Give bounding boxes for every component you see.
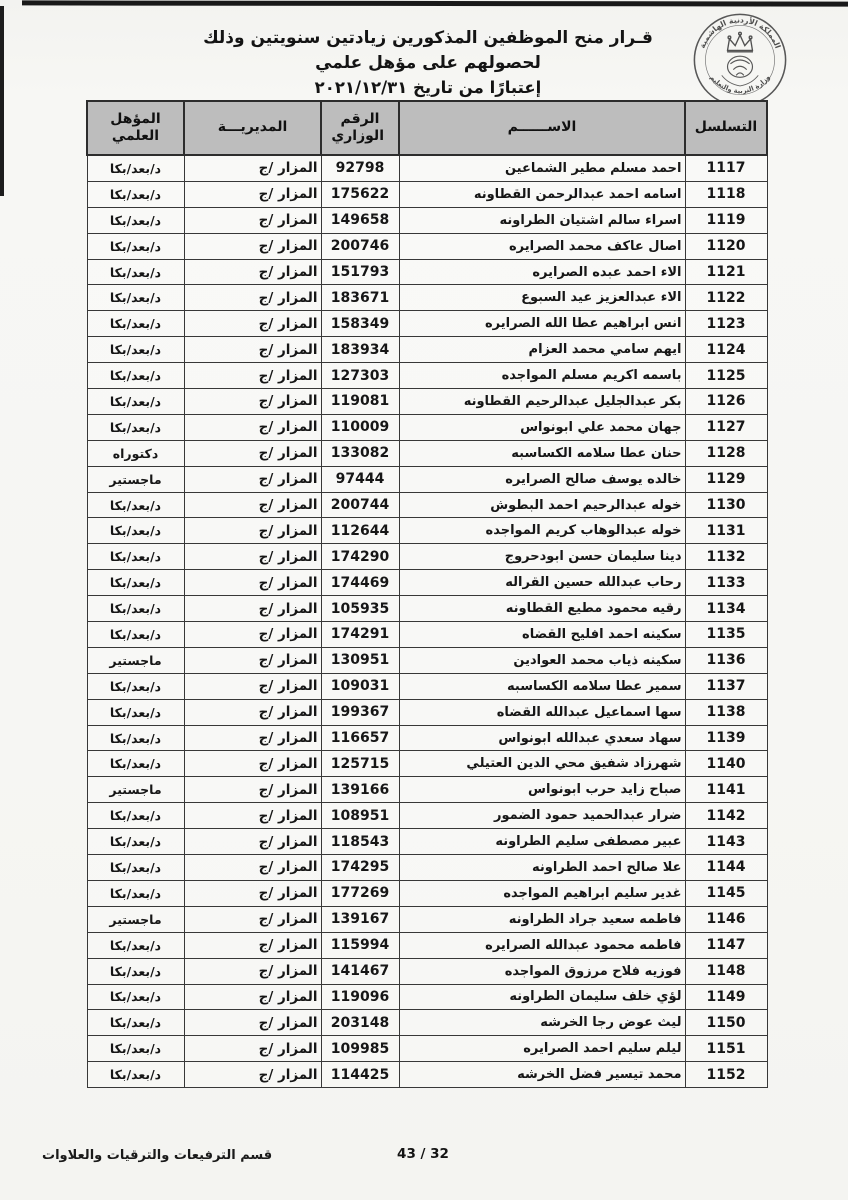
- directorate-cell: المزار /ج: [184, 285, 321, 311]
- name-cell: ضرار عبدالحميد حمود الضمور: [399, 803, 685, 829]
- table-header-row: [87, 101, 767, 155]
- serial-cell: 1134: [685, 596, 767, 622]
- table-row: [87, 518, 767, 544]
- ministry-number-cell: 109031: [321, 673, 399, 699]
- qualification-cell: د/بعد/بكا: [87, 285, 184, 311]
- qualification-cell: د/بعد/بكا: [87, 725, 184, 751]
- name-cell: سها اسماعيل عبدالله القضاه: [399, 699, 685, 725]
- header-qualification: المؤهل العلمي: [87, 101, 184, 155]
- directorate-cell: المزار /ج: [184, 855, 321, 881]
- decision-title: [168, 26, 688, 97]
- serial-cell: 1139: [685, 725, 767, 751]
- directorate-cell: المزار /ج: [184, 958, 321, 984]
- name-cell: رقيه محمود مطيع القطاونه: [399, 596, 685, 622]
- ministry-number-cell: 200744: [321, 492, 399, 518]
- name-cell: غدير سليم ابراهيم المواجده: [399, 880, 685, 906]
- directorate-cell: المزار /ج: [184, 906, 321, 932]
- qualification-cell: د/بعد/بكا: [87, 363, 184, 389]
- qualification-cell: د/بعد/بكا: [87, 1062, 184, 1088]
- table-row: [87, 699, 767, 725]
- name-cell: لؤي خلف سليمان الطراونه: [399, 984, 685, 1010]
- name-cell: فوزيه فلاح مرزوق المواجده: [399, 958, 685, 984]
- qualification-cell: د/بعد/بكا: [87, 958, 184, 984]
- table-row: [87, 803, 767, 829]
- directorate-cell: المزار /ج: [184, 414, 321, 440]
- header-directorate: المديريـــة: [184, 101, 321, 155]
- table-row: [87, 880, 767, 906]
- table-row: [87, 1062, 767, 1088]
- table-row: [87, 725, 767, 751]
- directorate-cell: المزار /ج: [184, 725, 321, 751]
- directorate-cell: المزار /ج: [184, 673, 321, 699]
- qualification-cell: د/بعد/بكا: [87, 414, 184, 440]
- name-cell: سمير عطا سلامه الكساسبه: [399, 673, 685, 699]
- table-row: [87, 363, 767, 389]
- emblem-ring-text-bottom: وزارة التربية والتعليم: [708, 73, 772, 95]
- scan-edge-left: [0, 6, 4, 196]
- directorate-cell: المزار /ج: [184, 466, 321, 492]
- directorate-cell: المزار /ج: [184, 544, 321, 570]
- ministry-number-cell: 97444: [321, 466, 399, 492]
- name-cell: محمد تيسير فضل الخرشه: [399, 1062, 685, 1088]
- table-row: [87, 233, 767, 259]
- crown-icon: [727, 32, 753, 52]
- serial-cell: 1128: [685, 440, 767, 466]
- qualification-cell: د/بعد/بكا: [87, 492, 184, 518]
- table-row: [87, 932, 767, 958]
- name-cell: اسامه احمد عبدالرحمن القطاونه: [399, 181, 685, 207]
- directorate-cell: المزار /ج: [184, 1010, 321, 1036]
- qualification-cell: د/بعد/بكا: [87, 259, 184, 285]
- qualification-cell: ماجستير: [87, 466, 184, 492]
- qualification-cell: د/بعد/بكا: [87, 389, 184, 415]
- serial-cell: 1129: [685, 466, 767, 492]
- qualification-cell: دكتوراه: [87, 440, 184, 466]
- directorate-cell: المزار /ج: [184, 751, 321, 777]
- ministry-number-cell: 200746: [321, 233, 399, 259]
- scan-edge-top: [22, 0, 848, 6]
- serial-cell: 1126: [685, 389, 767, 415]
- serial-cell: 1148: [685, 958, 767, 984]
- serial-cell: 1138: [685, 699, 767, 725]
- qualification-cell: د/بعد/بكا: [87, 1010, 184, 1036]
- ministry-emblem-seal: [692, 12, 788, 108]
- directorate-cell: المزار /ج: [184, 440, 321, 466]
- ministry-number-cell: 141467: [321, 958, 399, 984]
- serial-cell: 1141: [685, 777, 767, 803]
- ministry-number-cell: 125715: [321, 751, 399, 777]
- name-cell: دينا سليمان حسن ابودحروج: [399, 544, 685, 570]
- table-row: [87, 829, 767, 855]
- name-cell: انس ابراهيم عطا الله الصرايره: [399, 311, 685, 337]
- ministry-number-cell: 110009: [321, 414, 399, 440]
- serial-cell: 1122: [685, 285, 767, 311]
- name-cell: سهاد سعدي عبدالله ابونواس: [399, 725, 685, 751]
- ministry-number-cell: 118543: [321, 829, 399, 855]
- table-row: [87, 440, 767, 466]
- directorate-cell: المزار /ج: [184, 181, 321, 207]
- table-row: [87, 1036, 767, 1062]
- serial-cell: 1146: [685, 906, 767, 932]
- table-row: [87, 777, 767, 803]
- name-cell: الاء عبدالعزيز عيد السبوع: [399, 285, 685, 311]
- name-cell: جهان محمد علي ابونواس: [399, 414, 685, 440]
- name-cell: سكينه احمد افليح القضاه: [399, 622, 685, 648]
- name-cell: شهرزاد شفيق محي الدين العتيلي: [399, 751, 685, 777]
- table-row: [87, 285, 767, 311]
- ministry-number-cell: 109985: [321, 1036, 399, 1062]
- ministry-number-cell: 149658: [321, 207, 399, 233]
- table-row: [87, 570, 767, 596]
- table-row: [87, 414, 767, 440]
- name-cell: بكر عبدالجليل عبدالرحيم القطاونه: [399, 389, 685, 415]
- name-cell: سكينه ذياب محمد العوادين: [399, 647, 685, 673]
- table-row: [87, 337, 767, 363]
- name-cell: احمد مسلم مطير الشماعين: [399, 155, 685, 181]
- ministry-number-cell: 203148: [321, 1010, 399, 1036]
- serial-cell: 1124: [685, 337, 767, 363]
- directorate-cell: المزار /ج: [184, 1062, 321, 1088]
- qualification-cell: د/بعد/بكا: [87, 932, 184, 958]
- directorate-cell: المزار /ج: [184, 389, 321, 415]
- ministry-number-cell: 158349: [321, 311, 399, 337]
- serial-cell: 1137: [685, 673, 767, 699]
- name-cell: علا صالح احمد الطراونه: [399, 855, 685, 881]
- serial-cell: 1121: [685, 259, 767, 285]
- table-row: [87, 389, 767, 415]
- qualification-cell: د/بعد/بكا: [87, 673, 184, 699]
- table-row: [87, 181, 767, 207]
- directorate-cell: المزار /ج: [184, 699, 321, 725]
- table-row: [87, 596, 767, 622]
- name-cell: اسراء سالم اشتيان الطراونه: [399, 207, 685, 233]
- name-cell: ايهم سامي محمد العزام: [399, 337, 685, 363]
- name-cell: فاطمه سعيد جراد الطراونه: [399, 906, 685, 932]
- table-row: [87, 647, 767, 673]
- directorate-cell: المزار /ج: [184, 829, 321, 855]
- table-row: [87, 751, 767, 777]
- ministry-number-cell: 105935: [321, 596, 399, 622]
- qualification-cell: ماجستير: [87, 647, 184, 673]
- ministry-number-cell: 175622: [321, 181, 399, 207]
- qualification-cell: د/بعد/بكا: [87, 207, 184, 233]
- serial-cell: 1119: [685, 207, 767, 233]
- ministry-number-cell: 174469: [321, 570, 399, 596]
- ministry-number-cell: 115994: [321, 932, 399, 958]
- header-serial: التسلسل: [685, 101, 767, 155]
- serial-cell: 1149: [685, 984, 767, 1010]
- name-cell: اصال عاكف محمد الصرايره: [399, 233, 685, 259]
- directorate-cell: المزار /ج: [184, 259, 321, 285]
- ministry-number-cell: 116657: [321, 725, 399, 751]
- serial-cell: 1140: [685, 751, 767, 777]
- directorate-cell: المزار /ج: [184, 984, 321, 1010]
- emblem-ring-text-top: المملكة الأردنية الهاشمية: [697, 15, 783, 50]
- directorate-cell: المزار /ج: [184, 337, 321, 363]
- serial-cell: 1120: [685, 233, 767, 259]
- ministry-number-cell: 174290: [321, 544, 399, 570]
- table-row: [87, 622, 767, 648]
- table-body: [87, 155, 767, 1088]
- table-row: [87, 958, 767, 984]
- directorate-cell: المزار /ج: [184, 570, 321, 596]
- header-ministry-number: الرقم الوزاري: [321, 101, 399, 155]
- qualification-cell: د/بعد/بكا: [87, 181, 184, 207]
- serial-cell: 1117: [685, 155, 767, 181]
- serial-cell: 1130: [685, 492, 767, 518]
- serial-cell: 1151: [685, 1036, 767, 1062]
- ministry-number-cell: 92798: [321, 155, 399, 181]
- table-row: [87, 311, 767, 337]
- serial-cell: 1133: [685, 570, 767, 596]
- serial-cell: 1147: [685, 932, 767, 958]
- serial-cell: 1127: [685, 414, 767, 440]
- ministry-number-cell: 119081: [321, 389, 399, 415]
- qualification-cell: د/بعد/بكا: [87, 596, 184, 622]
- qualification-cell: د/بعد/بكا: [87, 622, 184, 648]
- directorate-cell: المزار /ج: [184, 207, 321, 233]
- ministry-number-cell: 199367: [321, 699, 399, 725]
- directorate-cell: المزار /ج: [184, 311, 321, 337]
- serial-cell: 1131: [685, 518, 767, 544]
- serial-cell: 1125: [685, 363, 767, 389]
- ministry-number-cell: 183934: [321, 337, 399, 363]
- table-row: [87, 1010, 767, 1036]
- serial-cell: 1152: [685, 1062, 767, 1088]
- qualification-cell: د/بعد/بكا: [87, 803, 184, 829]
- directorate-cell: المزار /ج: [184, 233, 321, 259]
- serial-cell: 1143: [685, 829, 767, 855]
- qualification-cell: د/بعد/بكا: [87, 544, 184, 570]
- name-cell: خالده يوسف صالح الصرايره: [399, 466, 685, 492]
- qualification-cell: د/بعد/بكا: [87, 880, 184, 906]
- name-cell: حنان عطا سلامه الكساسبه: [399, 440, 685, 466]
- ministry-number-cell: 139167: [321, 906, 399, 932]
- ministry-number-cell: 174291: [321, 622, 399, 648]
- ministry-number-cell: 139166: [321, 777, 399, 803]
- header-name: الاســــــم: [399, 101, 685, 155]
- name-cell: ليلم سليم احمد الصرايره: [399, 1036, 685, 1062]
- directorate-cell: المزار /ج: [184, 880, 321, 906]
- ministry-number-cell: 108951: [321, 803, 399, 829]
- name-cell: صباح زايد حرب ابونواس: [399, 777, 685, 803]
- name-cell: فاطمه محمود عبدالله الصرايره: [399, 932, 685, 958]
- table-row: [87, 906, 767, 932]
- ministry-number-cell: 127303: [321, 363, 399, 389]
- qualification-cell: د/بعد/بكا: [87, 1036, 184, 1062]
- table-row: [87, 259, 767, 285]
- qualification-cell: د/بعد/بكا: [87, 311, 184, 337]
- directorate-cell: المزار /ج: [184, 492, 321, 518]
- ministry-number-cell: 119096: [321, 984, 399, 1010]
- serial-cell: 1144: [685, 855, 767, 881]
- directorate-cell: المزار /ج: [184, 155, 321, 181]
- qualification-cell: د/بعد/بكا: [87, 855, 184, 881]
- qualification-cell: د/بعد/بكا: [87, 984, 184, 1010]
- ministry-number-cell: 112644: [321, 518, 399, 544]
- table-row: [87, 466, 767, 492]
- table-header: [87, 101, 767, 155]
- serial-cell: 1136: [685, 647, 767, 673]
- qualification-cell: د/بعد/بكا: [87, 337, 184, 363]
- qualification-cell: ماجستير: [87, 777, 184, 803]
- ministry-number-cell: 174295: [321, 855, 399, 881]
- qualification-cell: ماجستير: [87, 906, 184, 932]
- serial-cell: 1142: [685, 803, 767, 829]
- name-cell: رحاب عبدالله حسين القراله: [399, 570, 685, 596]
- directorate-cell: المزار /ج: [184, 647, 321, 673]
- directorate-cell: المزار /ج: [184, 1036, 321, 1062]
- table-row: [87, 155, 767, 181]
- directorate-cell: المزار /ج: [184, 363, 321, 389]
- footer-page-number: 43 / 32: [397, 1146, 449, 1162]
- eagle-shield-icon: [728, 56, 753, 77]
- serial-cell: 1145: [685, 880, 767, 906]
- directorate-cell: المزار /ج: [184, 622, 321, 648]
- table-row: [87, 207, 767, 233]
- directorate-cell: المزار /ج: [184, 803, 321, 829]
- directorate-cell: المزار /ج: [184, 932, 321, 958]
- table-row: [87, 544, 767, 570]
- ministry-number-cell: 177269: [321, 880, 399, 906]
- ministry-number-cell: 183671: [321, 285, 399, 311]
- name-cell: خوله عبدالوهاب كريم المواجده: [399, 518, 685, 544]
- qualification-cell: د/بعد/بكا: [87, 233, 184, 259]
- serial-cell: 1123: [685, 311, 767, 337]
- name-cell: ليث عوض رجا الخرشه: [399, 1010, 685, 1036]
- qualification-cell: د/بعد/بكا: [87, 699, 184, 725]
- serial-cell: 1118: [685, 181, 767, 207]
- name-cell: خوله عبدالرحيم احمد البطوش: [399, 492, 685, 518]
- serial-cell: 1135: [685, 622, 767, 648]
- table-row: [87, 673, 767, 699]
- ministry-number-cell: 114425: [321, 1062, 399, 1088]
- directorate-cell: المزار /ج: [184, 518, 321, 544]
- serial-cell: 1150: [685, 1010, 767, 1036]
- ministry-number-cell: 133082: [321, 440, 399, 466]
- qualification-cell: د/بعد/بكا: [87, 829, 184, 855]
- table-row: [87, 855, 767, 881]
- name-cell: عبير مصطفى سليم الطراونه: [399, 829, 685, 855]
- directorate-cell: المزار /ج: [184, 777, 321, 803]
- qualification-cell: د/بعد/بكا: [87, 751, 184, 777]
- table-row: [87, 492, 767, 518]
- decision-title-line1: قـرار منح الموظفين المذكورين زيادتين سنويتين وذلك لحصولهم على مؤهل علمي: [203, 28, 653, 73]
- table-row: [87, 984, 767, 1010]
- ministry-number-cell: 151793: [321, 259, 399, 285]
- qualification-cell: د/بعد/بكا: [87, 518, 184, 544]
- serial-cell: 1132: [685, 544, 767, 570]
- footer-department: قسم الترفيعات والترقيات والعلاوات: [42, 1148, 273, 1163]
- name-cell: باسمه اكريم مسلم المواجده: [399, 363, 685, 389]
- decision-title-line2: إعتبارًا من تاريخ ٢٠٢١/١٢/٣١: [314, 78, 542, 98]
- directorate-cell: المزار /ج: [184, 596, 321, 622]
- qualification-cell: د/بعد/بكا: [87, 570, 184, 596]
- name-cell: الاء احمد عبده الصرايره: [399, 259, 685, 285]
- qualification-cell: د/بعد/بكا: [87, 155, 184, 181]
- employees-table: [86, 100, 768, 1088]
- ministry-number-cell: 130951: [321, 647, 399, 673]
